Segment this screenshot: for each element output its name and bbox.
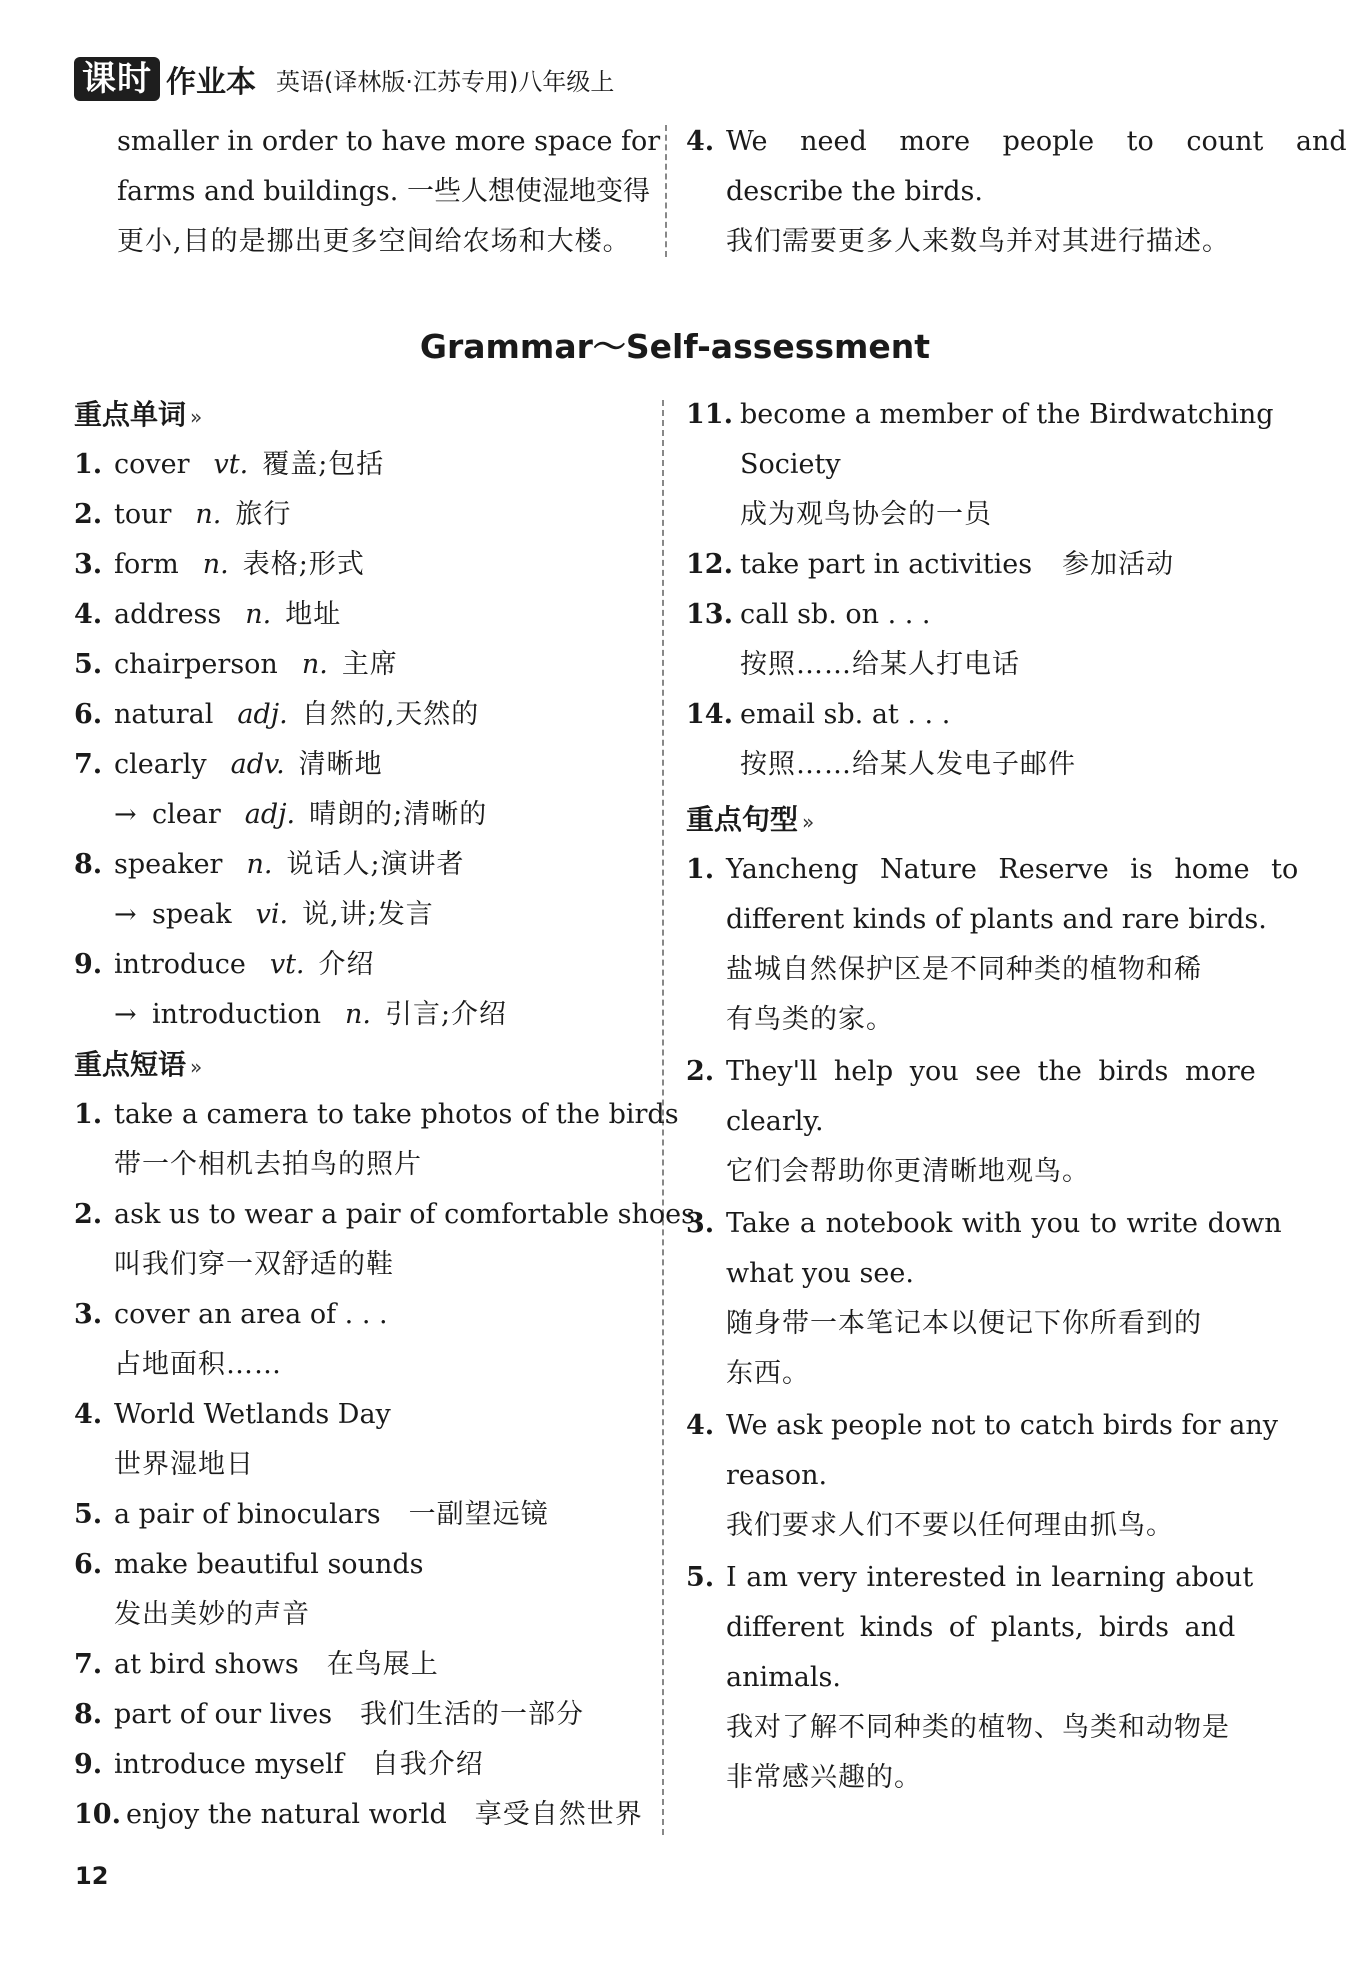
part-of-speech: n.: [245, 599, 272, 630]
word-english: introduction: [152, 999, 321, 1030]
sentence-chinese: 随身带一本笔记本以便记下你所看到的: [726, 1308, 1202, 1339]
sentence-chinese: 盐城自然保护区是不同种类的植物和稀: [726, 954, 1202, 985]
phrase-chinese: 享受自然世界: [474, 1799, 643, 1830]
part-of-speech: adj.: [244, 799, 296, 830]
top-left-line-2: farms and buildings. 一些人想使湿地变得: [117, 176, 650, 207]
item-number: 6.: [74, 699, 103, 730]
phrase-english: at bird shows: [114, 1649, 299, 1680]
part-of-speech: n.: [195, 499, 222, 530]
word-english: introduce: [114, 949, 246, 980]
phrase-english: a pair of binoculars: [114, 1499, 381, 1530]
item-number: 7.: [74, 749, 103, 780]
phrase-english: make beautiful sounds: [114, 1549, 424, 1580]
sentence-english: reason.: [726, 1460, 828, 1491]
item-number: 2.: [686, 1056, 715, 1087]
phrase-english: take a camera to take photos of the birds: [114, 1099, 679, 1130]
sentence-english-text: I am very interested in learning about: [726, 1562, 1254, 1593]
sentence-english: animals.: [726, 1662, 841, 1693]
word-english: clearly: [114, 749, 207, 780]
item-number: 14.: [686, 699, 733, 730]
phrase-english: become a member of the Birdwatching: [740, 399, 1274, 430]
word-item: [74, 490, 291, 540]
word-chinese: 自然的,天然的: [301, 699, 480, 730]
arrow-right-icon: →: [114, 799, 137, 830]
phrase-chinese: 世界湿地日: [114, 1449, 254, 1480]
phrase-english: cover an area of . . .: [114, 1299, 388, 1330]
top-left-line-1: smaller in order to have more space for: [117, 126, 661, 157]
word-item: [74, 690, 479, 740]
word-chinese: 主席: [341, 649, 398, 680]
phrase-row: [114, 1740, 484, 1790]
top-left-line-3: 更小,目的是挪出更多空间给农场和大楼。: [117, 226, 631, 257]
word-item: [74, 840, 465, 890]
part-of-speech: n.: [344, 999, 371, 1030]
part-of-speech: vt.: [269, 949, 305, 980]
book-subject: 英语(译林版·江苏专用)八年级上: [276, 67, 615, 96]
sentence-english-text: We ask people not to catch birds for any: [726, 1410, 1278, 1441]
top-right-number: 4.: [686, 126, 715, 157]
phrase-english: ask us to wear a pair of comfortable shoes: [114, 1199, 696, 1230]
item-number: 4.: [74, 1399, 103, 1430]
word-item: [74, 740, 383, 790]
phrase-row: [740, 540, 1174, 590]
sentence-english: [726, 1047, 1254, 1097]
word-chinese: 表格;形式: [242, 549, 365, 580]
book-title: 作业本: [166, 65, 256, 100]
part-of-speech: vi.: [255, 899, 289, 930]
arrow-right-icon: →: [114, 899, 137, 930]
part-of-speech: n.: [246, 849, 273, 880]
sentence-english-text: Take a notebook with you to write down: [726, 1208, 1282, 1239]
sentence-english: [726, 845, 1299, 895]
sentence-chinese: 非常感兴趣的。: [726, 1762, 922, 1793]
part-of-speech: n.: [301, 649, 328, 680]
word-english: chairperson: [114, 649, 278, 680]
phrase-english-cont: Society: [740, 449, 841, 480]
word-item: [74, 440, 384, 490]
item-number: 13.: [686, 599, 733, 630]
word-english: tour: [114, 499, 172, 530]
word-chinese: 引言;介绍: [384, 999, 508, 1030]
phrase-chinese: 我们生活的一部分: [360, 1699, 585, 1730]
word-chinese: 说,讲;发言: [302, 899, 434, 930]
sentence-english: clearly.: [726, 1106, 824, 1137]
phrase-chinese: 参加活动: [1062, 549, 1175, 580]
arrow-right-icon: →: [114, 999, 137, 1030]
item-number: 9.: [74, 1749, 103, 1780]
item-number: 5.: [74, 1499, 103, 1530]
item-number: 2.: [74, 499, 103, 530]
phrase-english: enjoy the natural world: [126, 1799, 447, 1830]
words-heading: 重点单词 »: [74, 398, 203, 431]
phrase-chinese: 一副望远镜: [408, 1499, 549, 1530]
sentence-english: what you see.: [726, 1258, 914, 1289]
page-number: 12: [75, 1862, 109, 1890]
phrase-row: [114, 1640, 439, 1690]
top-right-line-1: We need more people to count and: [726, 126, 1347, 157]
item-number: 10.: [74, 1799, 121, 1830]
word-english: speak: [152, 899, 232, 930]
item-number: 7.: [74, 1649, 103, 1680]
phrase-chinese: 带一个相机去拍鸟的照片: [114, 1149, 422, 1180]
item-number: 5.: [686, 1562, 715, 1593]
sentences-heading: 重点句型 »: [686, 803, 815, 836]
sentence-english: [726, 1401, 1278, 1451]
word-english: cover: [114, 449, 190, 480]
phrase-english: introduce myself: [114, 1749, 344, 1780]
chevron-right-icon: »: [190, 405, 203, 429]
word-item: [74, 640, 398, 690]
item-number: 1.: [686, 854, 715, 885]
sentence-chinese: 我们要求人们不要以任何理由抓鸟。: [726, 1510, 1174, 1541]
phrases-heading: 重点短语 »: [74, 1048, 203, 1081]
sentence-chinese: 有鸟类的家。: [726, 1004, 894, 1035]
item-number: 8.: [74, 849, 103, 880]
phrase-chinese: 按照……给某人发电子邮件: [740, 749, 1076, 780]
item-number: 1.: [74, 449, 103, 480]
sentence-english: [726, 1553, 1254, 1603]
sentence-english: different kinds of plants and rare birds.: [726, 904, 1267, 935]
part-of-speech: n.: [202, 549, 229, 580]
word-chinese: 说话人;演讲者: [286, 849, 465, 880]
word-english: speaker: [114, 849, 223, 880]
phrase-chinese: 占地面积……: [114, 1349, 282, 1380]
chevron-right-icon: »: [190, 1055, 203, 1079]
phrase-chinese: 成为观鸟协会的一员: [740, 499, 992, 530]
word-derivative: [114, 990, 507, 1040]
item-number: 1.: [74, 1099, 103, 1130]
sentence-chinese: 它们会帮助你更清晰地观鸟。: [726, 1156, 1090, 1187]
item-number: 3.: [74, 1299, 103, 1330]
word-chinese: 清晰地: [298, 749, 383, 780]
word-chinese: 旅行: [235, 499, 292, 530]
item-number: 3.: [686, 1208, 715, 1239]
word-item: [74, 540, 365, 590]
part-of-speech: vt.: [213, 449, 249, 480]
word-derivative: [114, 890, 434, 940]
top-right-line-2: describe the birds.: [726, 176, 983, 207]
sentence-english-text: Yancheng Nature Reserve is home to: [726, 854, 1299, 885]
item-number: 3.: [74, 549, 103, 580]
sentence-english-text: different kinds of plants, birds and: [726, 1612, 1236, 1643]
word-item: [74, 590, 341, 640]
phrase-english: call sb. on . . .: [740, 599, 931, 630]
word-chinese: 覆盖;包括: [262, 449, 385, 480]
sentence-chinese: 东西。: [726, 1358, 810, 1389]
phrase-row: [126, 1790, 643, 1840]
word-chinese: 地址: [285, 599, 342, 630]
item-number: 6.: [74, 1549, 103, 1580]
phrase-row: [114, 1490, 549, 1540]
phrase-english: part of our lives: [114, 1699, 333, 1730]
phrase-english: World Wetlands Day: [114, 1399, 391, 1430]
item-number: 4.: [74, 599, 103, 630]
phrase-chinese: 在鸟展上: [326, 1649, 439, 1680]
phrase-chinese: 发出美妙的声音: [114, 1599, 310, 1630]
word-english: form: [114, 549, 179, 580]
word-chinese: 介绍: [318, 949, 375, 980]
item-number: 12.: [686, 549, 733, 580]
item-number: 8.: [74, 1699, 103, 1730]
word-item: [74, 940, 375, 990]
chevron-right-icon: »: [802, 810, 815, 834]
item-number: 5.: [74, 649, 103, 680]
phrase-row: [114, 1690, 584, 1740]
item-number: 9.: [74, 949, 103, 980]
sentence-english: [726, 1603, 1254, 1653]
header: [74, 56, 614, 102]
sentence-chinese: 我对了解不同种类的植物、鸟类和动物是: [726, 1712, 1230, 1743]
word-english: clear: [152, 799, 221, 830]
section-title: Grammar～Self-assessment: [419, 327, 931, 366]
top-right-line-3: 我们需要更多人来数鸟并对其进行描述。: [726, 226, 1230, 257]
column-divider-top: [665, 125, 667, 257]
item-number: 11.: [686, 399, 733, 430]
item-number: 4.: [686, 1410, 715, 1441]
word-derivative: [114, 790, 487, 840]
phrase-chinese: 自我介绍: [371, 1749, 484, 1780]
phrase-english: take part in activities: [740, 549, 1033, 580]
word-english: natural: [114, 699, 214, 730]
phrase-english: email sb. at . . .: [740, 699, 951, 730]
phrase-chinese: 按照……给某人打电话: [740, 649, 1020, 680]
book-logo: 课时: [74, 57, 160, 101]
part-of-speech: adv.: [230, 749, 285, 780]
item-number: 2.: [74, 1199, 103, 1230]
sentence-english-text: They'll help you see the birds more: [726, 1056, 1256, 1087]
word-chinese: 晴朗的;清晰的: [309, 799, 488, 830]
word-english: address: [114, 599, 222, 630]
part-of-speech: adj.: [237, 699, 288, 730]
phrase-chinese: 叫我们穿一双舒适的鞋: [114, 1249, 394, 1280]
sentence-english: [726, 1199, 1282, 1249]
